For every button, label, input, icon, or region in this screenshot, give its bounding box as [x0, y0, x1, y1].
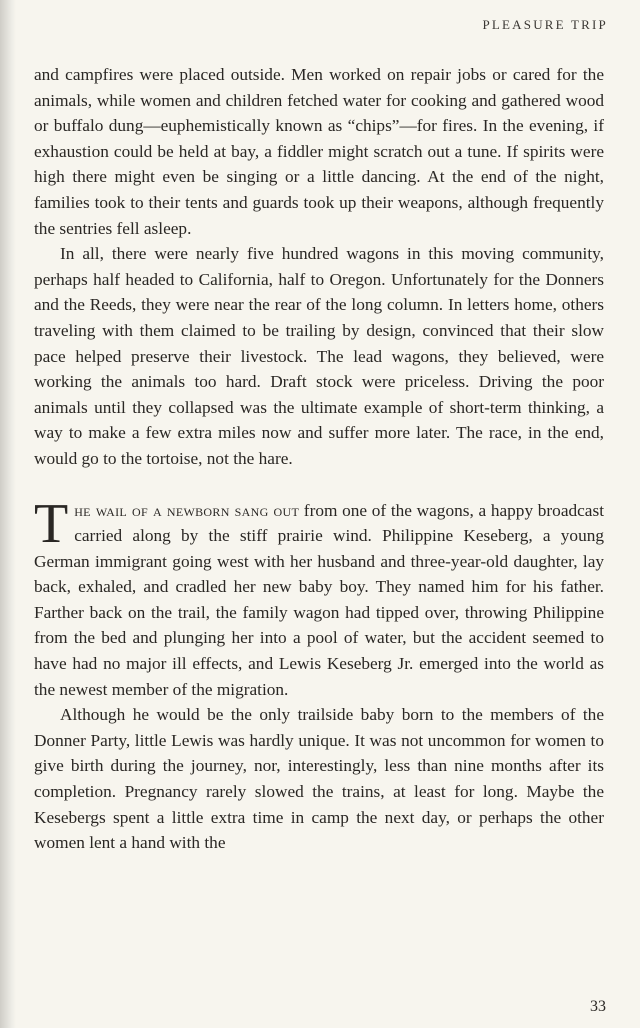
section-opening-paragraph: [34, 492, 604, 703]
small-caps-lead: he wail of a newborn sang out: [74, 500, 300, 520]
binding-gutter: [0, 0, 16, 1028]
paragraph: In all, there were nearly five hundred wagons in this moving community, perhaps half headed to California, half to Oregon. Unfortunately for the Donners and the Reeds, they were near the rear of the long column. In letters home, others traveling with them claimed to be trailing by design, convinced that their slow pace helped preserve their livestock. The lead wagons, they believed, were working the animals too hard. Draft stock were priceless. Driving the poor animals until they collapsed was the ultimate example of short-term thinking, a way to make a few extra miles now and suffer more later. The race, in the end, would go to the tortoise, not the hare.: [34, 244, 604, 468]
paragraph: Although he would be the only trailside baby born to the members of the Donner Party, little Lewis was hardly unique. It was not uncommon for women to give birth during the journey, nor, interestingly, less than nine months after its completion. Pregnancy rarely slowed the trains, at least for long. Maybe the Kesebergs spent a little extra time in camp the next day, or perhaps the other women lent a hand with the: [34, 705, 604, 853]
section-body-text: from one of the wagons, a happy broadcast carried along by the stiff prairie wind. Philippine Keseberg, a young German immigrant going west with her husband and three-year-old daughter, lay back, exhaled, and cradled her new baby boy. They named him for his father. Farther back on the trail, the family wagon had tipped over, throwing Philippine from the bed and plunging her into a pool of water, but the accident seemed to have had no major ill effects, and Lewis Keseberg Jr. emerged into the world as the newest member of the migration.: [34, 500, 604, 699]
paragraph: and campfires were placed outside. Men worked on repair jobs or cared for the animals, while women and children fetched water for cooking and gathered wood or buffalo dung—euphemistically known as “chips”—for fires. In the evening, if exhaustion could be held at bay, a fiddler might scratch out a tune. If spirits were high there might even be singing or a little dancing. At the end of the night, families took to their tents and guards took up their weapons, although frequently the sentries fell asleep.: [34, 65, 604, 238]
page-number: 33: [590, 998, 606, 1015]
page-body: [34, 62, 604, 856]
running-header: PLEASURE TRIP: [482, 17, 608, 32]
drop-cap: T: [34, 492, 69, 555]
